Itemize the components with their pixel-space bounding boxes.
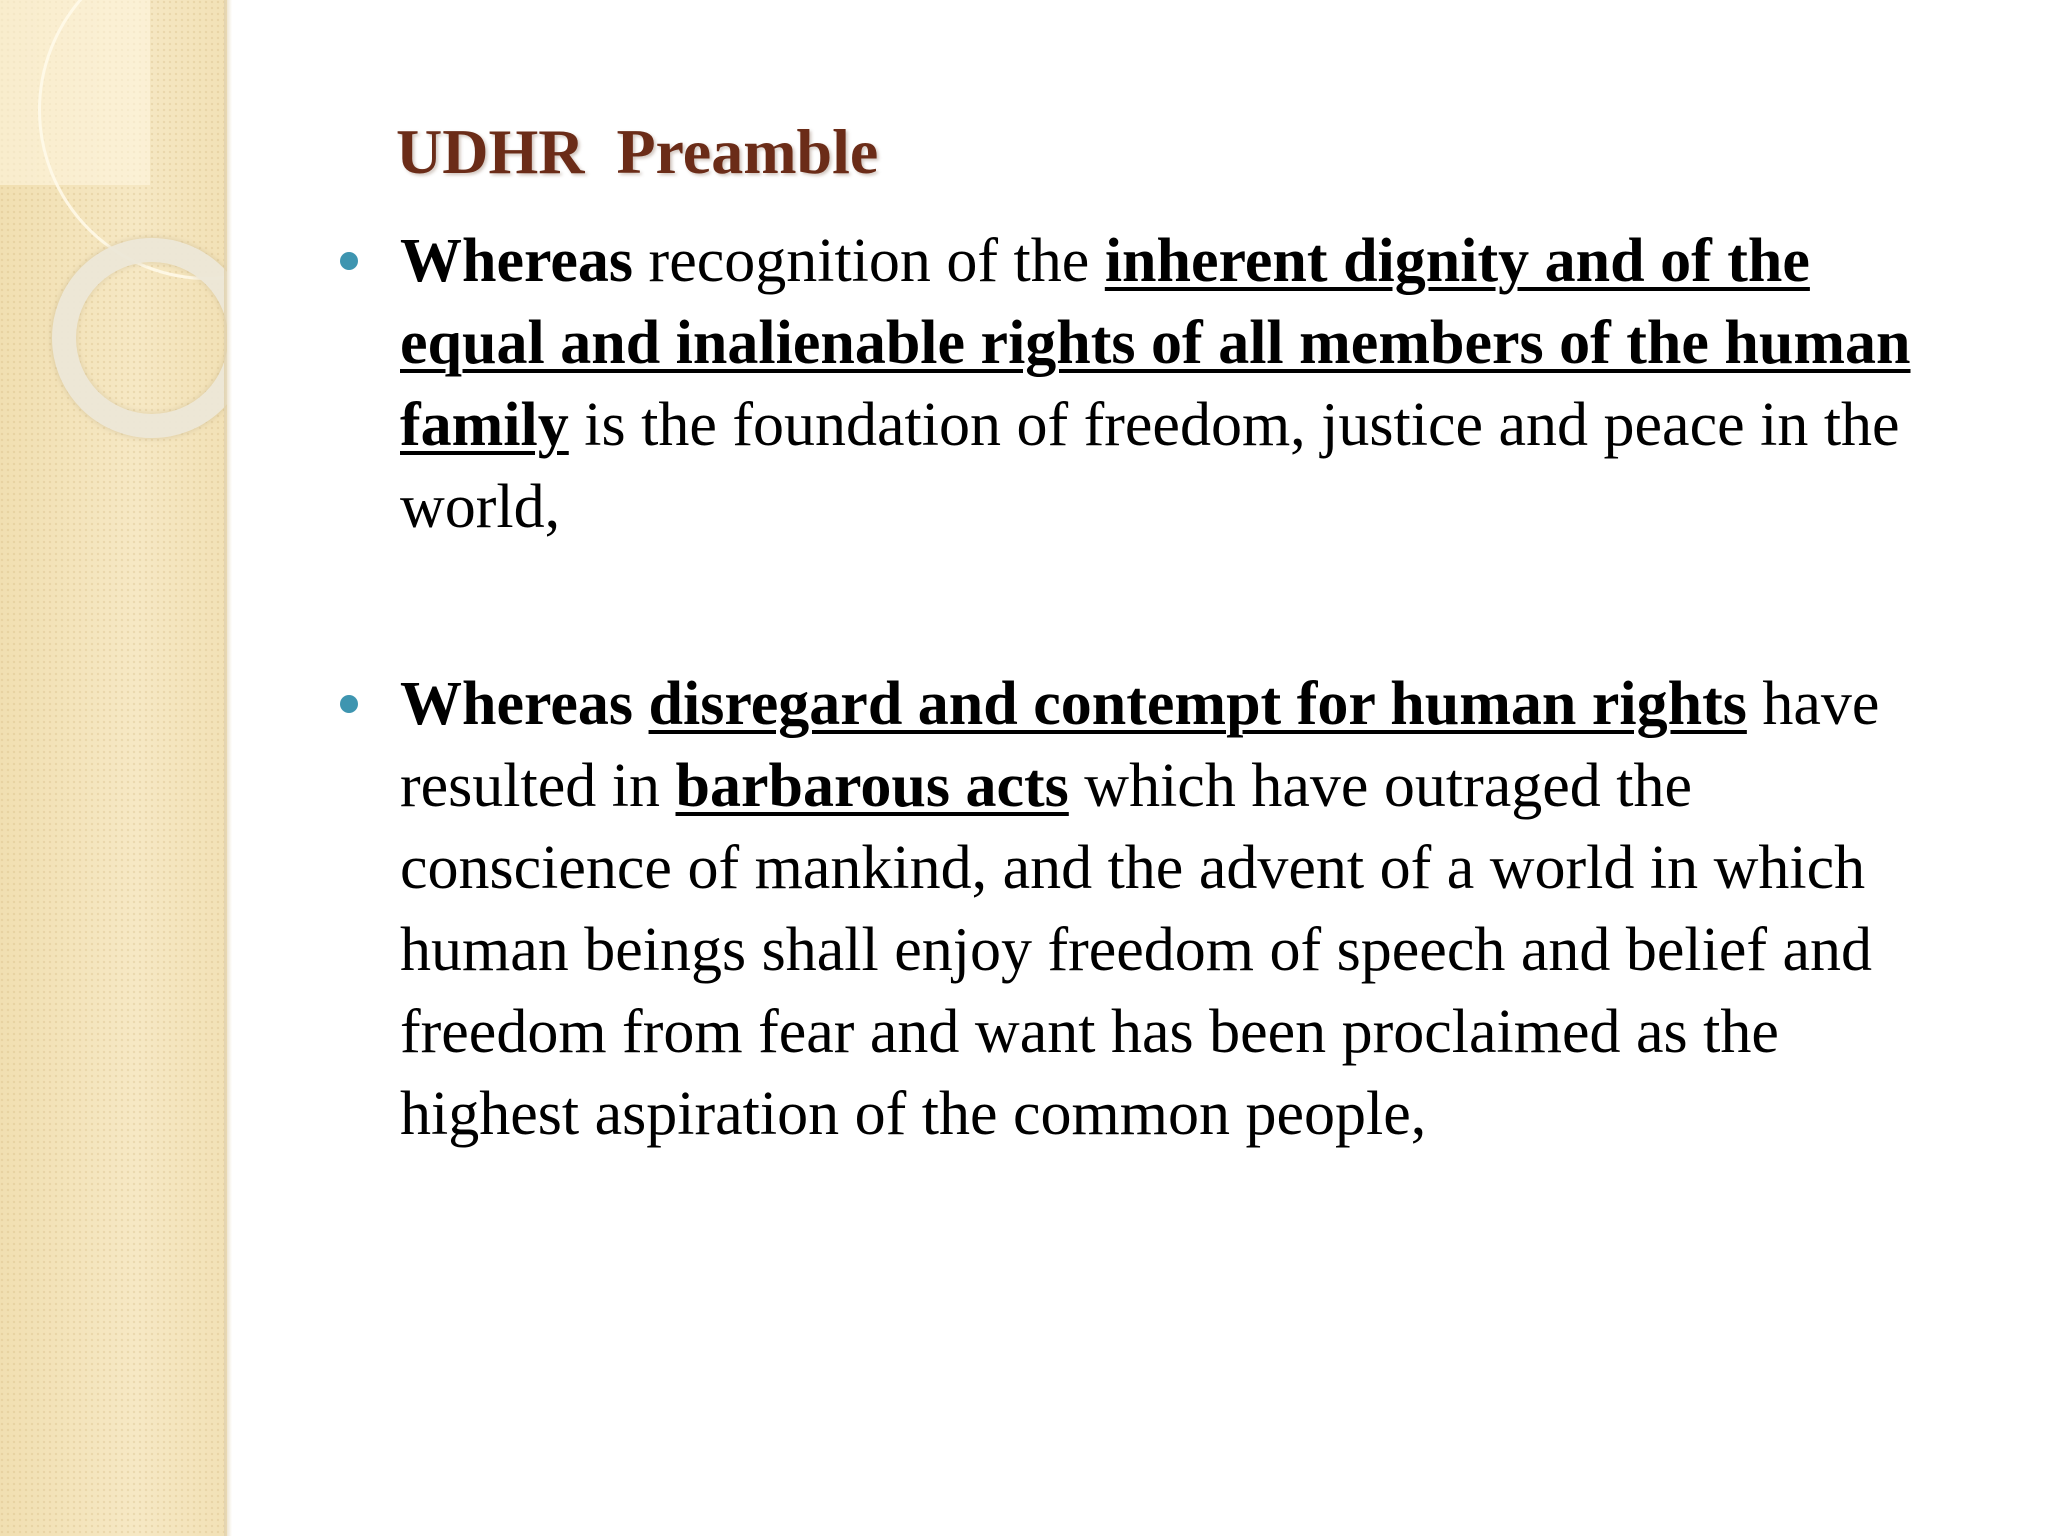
sidebar-edge <box>224 0 232 1536</box>
bullet-text: recognition of the <box>633 227 1105 295</box>
bullet-dot-icon <box>340 252 358 270</box>
bullet-text: is the foundation of freedom, justice and peace in the world, <box>400 391 1900 541</box>
bullet-text: have resulted in <box>400 670 1880 820</box>
bullet-text: which have outraged the conscience of mankind, and the advent of a world in which human beings shall enjoy freedom of speech and belief and freedom from fear and want has been proclaimed as the highest aspiration of the common people, <box>400 752 1873 1148</box>
bullet-item <box>400 220 1920 548</box>
bullet-text-emphasis: disregard and contempt for human rights <box>648 670 1747 738</box>
bullet-list <box>400 220 2000 1155</box>
bullet-item <box>400 663 1900 1155</box>
bullet-dot-icon <box>340 695 358 713</box>
bullet-text-emphasis: inherent dignity and of the equal and inalienable rights of all members of the human family <box>400 227 1911 459</box>
decorative-ring-small <box>52 238 227 438</box>
bullet-text-bold: Whereas <box>400 670 634 738</box>
bullet-text-emphasis: barbarous acts <box>675 752 1069 820</box>
decorative-ring-large <box>38 0 227 280</box>
decorative-sidebar <box>0 0 227 1536</box>
bullet-text <box>633 670 649 738</box>
slide-title: UDHR Preamble <box>396 116 879 187</box>
bullet-text-bold: Whereas <box>400 227 634 295</box>
